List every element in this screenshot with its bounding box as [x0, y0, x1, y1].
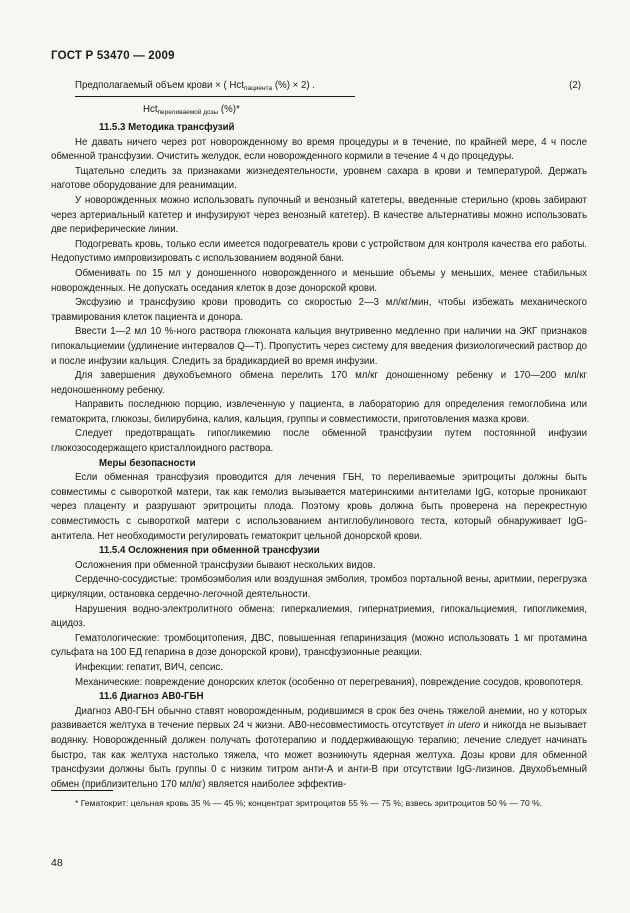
section-heading: 11.6 Диагноз АВ0-ГБН: [99, 691, 204, 703]
section-heading: 11.5.3 Методика трансфузий: [99, 122, 235, 133]
paragraph: Эксфузию и трансфузию крови проводить со скоростью 2—3 мл/кг/мин, чтобы избежать механического травмирования клеток пациента и донора.: [51, 297, 587, 323]
paragraph: Тщательно следить за признаками жизнедеятельности, уровнем сахара в крови и температурой. Держать наготове оборудование для реанимации.: [51, 165, 587, 192]
formula-numerator-suffix: (%) × 2) .: [272, 80, 315, 91]
paragraph: Механические: повреждение донорских клеток (особенно от перегревания), повреждение сосудов, кровопотеря.: [75, 676, 584, 688]
formula-denominator-sub: переливаемой дозы: [157, 109, 219, 116]
paragraph: Сердечно-сосудистые: тромбоэмболия или воздушная эмболия, тромбоз портальной вены, аритмии, перегрузка циркуляции, остановка сердечно-легочной деятельности.: [51, 574, 587, 600]
paragraph: Направить последнюю порцию, извлеченную у пациента, в лабораторию для определения гемоглобина или гематокрита, глюкозы, билирубина, калия, кальция, группы и совместимости, приготовления мазка крови.: [51, 399, 587, 425]
page-number: 48: [51, 857, 63, 869]
formula-numerator-sub: пациента: [243, 85, 273, 92]
formula: [51, 79, 587, 121]
paragraph: Следует предотвращать гипогликемию после обменной трансфузии путем постоянной инфузии глюкозосодержащего кристаллоидного раствора.: [51, 428, 587, 455]
formula-numerator-prefix: Предполагаемый объем крови × ( Hct: [75, 80, 244, 91]
paragraph-text: Диагноз АВ0-ГБН обычно ставят новорожденным, родившимся в срок без очень тяжелой анемии, но у которых развивается желтуха в течение первых 24 ч жизни. АВ0-несовместимость отсутствует: [51, 705, 587, 732]
paragraph: Для завершения двухобъемного обмена перелить 170 мл/кг доношенному ребенку и 170—200 мл/кг недоношенному ребенку.: [51, 370, 587, 396]
paragraph: У новорожденных можно использовать пупочный и венозный катетеры, введенные стерильно (кровь забирают через артериальный катетер и инфузируют через венозный катетер). В качестве альтернативы можно использовать две периферические линии.: [51, 194, 587, 236]
section-heading: Меры безопасности: [99, 457, 196, 469]
paragraph: Подогревать кровь, только если имеется подогреватель крови с устройством для контроля качества его работы. Недопустимо импровизировать с использованием водяной бани.: [51, 238, 587, 265]
sections-container: [51, 121, 587, 792]
document-body: [51, 73, 587, 792]
paragraph: [51, 705, 587, 793]
paragraph: Нарушения водно-электролитного обмена: гиперкалиемия, гипернатриемия, гипокальциемия, гипогликемия, ацидоз.: [51, 603, 587, 630]
footnote-divider: [51, 790, 113, 791]
paragraph-text: и никогда не вызывает водянку. Новорожденный должен получать фототерапию и поддерживающую терапию; лечение следует начинать быстро, так как желтуха настолько тяжела, что может возникнуть ядерная желтуха. Дозы крови для обменной трансфузии должны быть группы 0 с низким титром анти-А и анти-В при отсутствии IgG-лизинов. Двухобъемный обмен (приблизительно 170 мл/кг) является наиболее эффектив-: [51, 720, 587, 790]
formula-number: (2): [569, 80, 581, 91]
formula-denominator: [143, 103, 240, 118]
paragraph: Ввести 1—2 мл 10 %-ного раствора глюконата кальция внутривенно медленно при наличии на ЭКГ признаков гипокальциемии (удлинение интервалов Q—T). Пропустить через систему для введения физиологический раствор до и после инфузии кальция. Следить за брадикардией во время инфузии.: [51, 326, 587, 367]
paragraph: Не давать ничего через рот новорожденному во время процедуры и в течение, по крайней мере, 4 ч после обменной трансфузии. Очистить желудок, если новорожденного кормили в течение 4 ч до процедуры.: [51, 136, 587, 163]
formula-numerator: [75, 79, 355, 97]
formula-denominator-prefix: Hct: [143, 104, 158, 115]
formula-denominator-suffix: (%)*: [218, 104, 240, 115]
section-heading: 11.5.4 Осложнения при обменной трансфузии: [99, 545, 320, 557]
paragraph: Обменивать по 15 мл у доношенного новорожденного и меньшие объемы у меньших, менее стабильных новорожденных. Не допускать оседания клеток в дозе донорской крови.: [51, 267, 587, 294]
paragraph-italic-text: in utero: [447, 720, 481, 732]
paragraph: Если обменная трансфузия проводится для лечения ГБН, то переливаемые эритроциты должны быть совместимы с сывороткой матери, так как гемолиз вызывается материнскими антителами IgG, которые проникают через плаценту и разрушают эритроциты плода. Поэтому кровь должна быть проверена на перекрестную совместимость с сывороткой матери с использованием антиглобулинового теста, который обнаруживает IgG-антитела. Нет необходимости регулировать гематокрит цельной донорской крови.: [51, 472, 587, 542]
document-header: ГОСТ Р 53470 — 2009: [51, 50, 175, 62]
paragraph: Гематологические: тромбоцитопения, ДВС, повышенная гепаринизация (можно использовать 1 мг протамина сульфата на 100 ЕД гепарина в дозе донорской крови), трансфузионные реакции.: [51, 632, 587, 659]
paragraph: Осложнения при обменной трансфузии бывают нескольких видов.: [75, 559, 376, 571]
footnote: * Гематокрит: цельная кровь 35 % — 45 %; концентрат эритроцитов 55 % — 75 %; взвесь эритроцитов 50 % — 70 %.: [75, 798, 543, 808]
paragraph: Инфекции: гепатит, ВИЧ, сепсис.: [75, 661, 223, 673]
